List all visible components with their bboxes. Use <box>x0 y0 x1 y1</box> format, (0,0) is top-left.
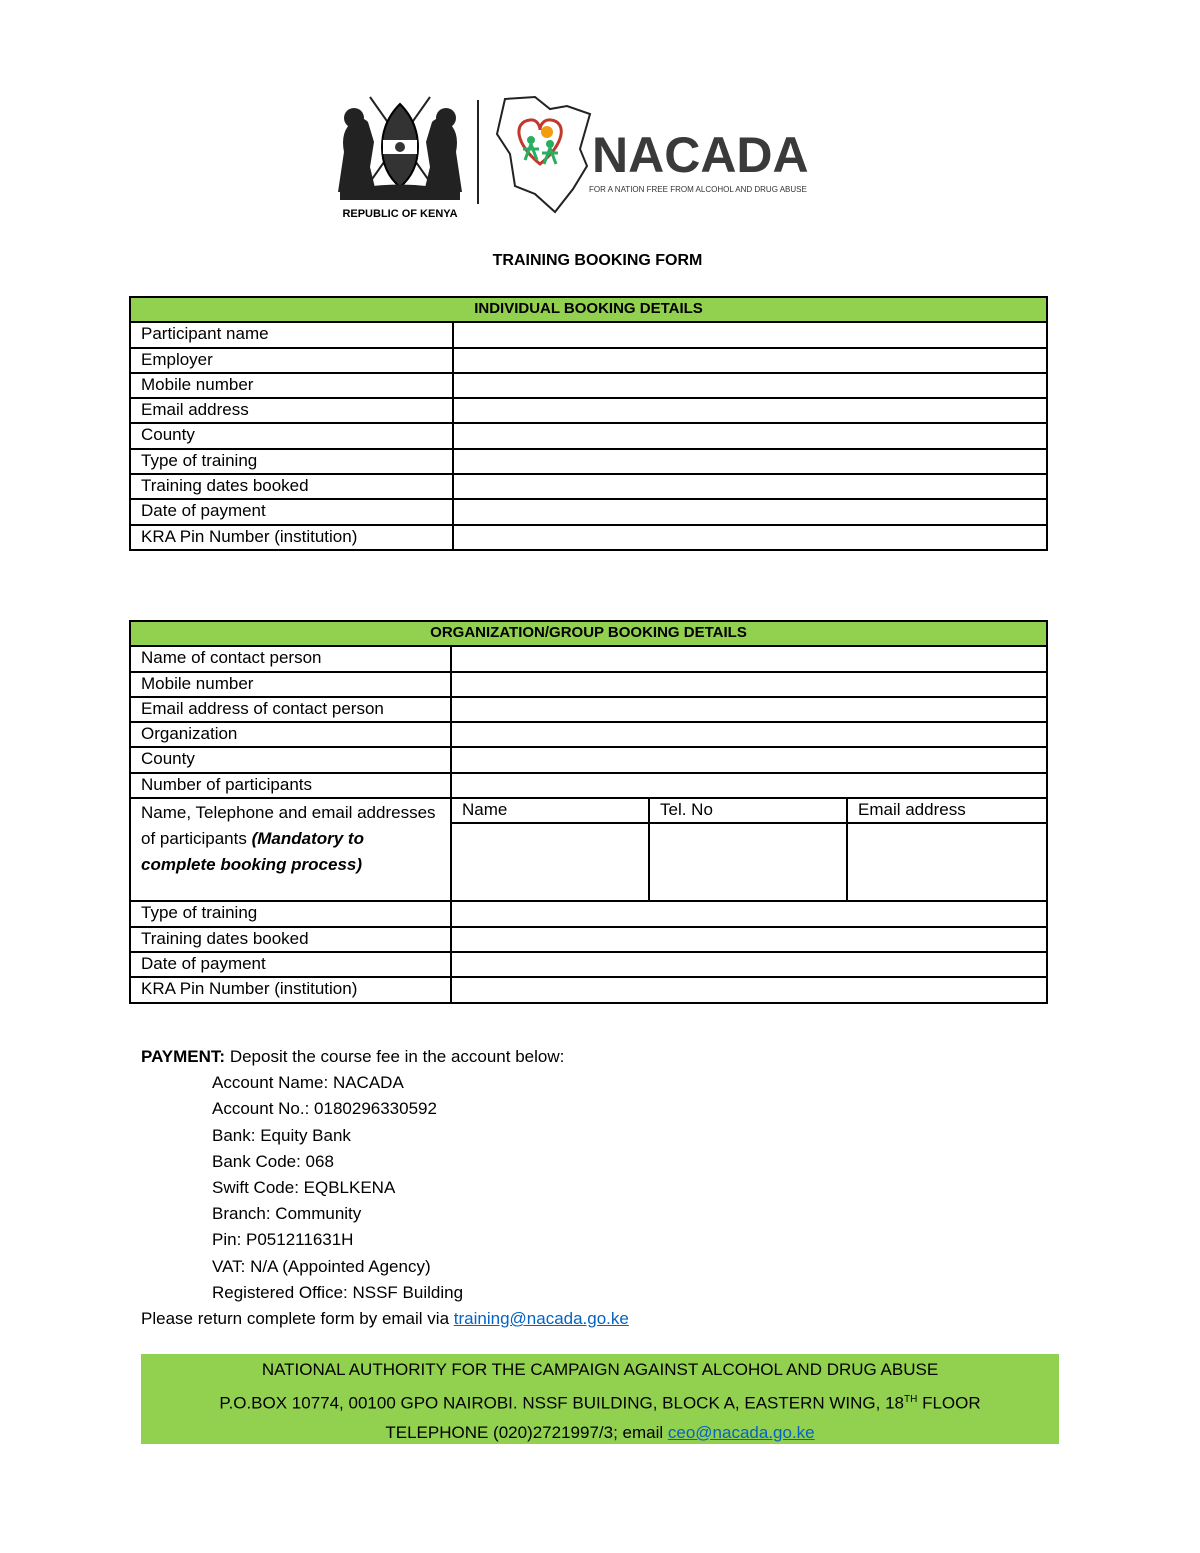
number-of-participants-field[interactable] <box>451 773 1047 798</box>
payment-line: VAT: N/A (Appointed Agency) <box>212 1256 431 1276</box>
form-title: TRAINING BOOKING FORM <box>492 252 703 269</box>
ceo-email-link[interactable]: ceo@nacada.go.ke <box>667 1422 815 1442</box>
footer-line-3 <box>141 1418 1059 1448</box>
logo-divider <box>477 100 479 204</box>
participants-label: Name, Telephone and email addresses of participants <box>141 803 436 849</box>
table-row <box>130 747 1047 772</box>
mobile-number-field[interactable] <box>453 373 1047 398</box>
field-label: County <box>130 747 451 772</box>
table-row <box>130 322 1047 347</box>
col-header-email: Email address <box>847 798 1047 823</box>
table-row <box>130 672 1047 697</box>
group-type-of-training-field[interactable] <box>451 901 1047 926</box>
table-row <box>130 798 1047 823</box>
table-row <box>130 348 1047 373</box>
table-row <box>130 927 1047 952</box>
field-label: Training dates booked <box>130 474 453 499</box>
payment-line: Branch: Community <box>212 1204 362 1224</box>
field-label: Training dates booked <box>130 927 451 952</box>
participant-names-field[interactable] <box>451 823 649 901</box>
payment-section <box>141 1044 629 1332</box>
coat-of-arms-caption: REPUBLIC OF KENYA <box>342 208 458 220</box>
individual-heading: INDIVIDUAL BOOKING DETAILS <box>130 297 1047 322</box>
table-row <box>130 398 1047 423</box>
brand-logo-text: NACADA <box>592 127 809 183</box>
group-county-field[interactable] <box>451 747 1047 772</box>
group-booking-table <box>129 620 1048 1004</box>
field-label: Date of payment <box>130 499 453 524</box>
return-text: Please return complete form by email via <box>141 1309 450 1329</box>
field-label: Organization <box>130 722 451 747</box>
table-row <box>130 499 1047 524</box>
training-dates-field[interactable] <box>453 474 1047 499</box>
field-label: KRA Pin Number (institution) <box>130 525 453 550</box>
payment-line: Account No.: 0180296330592 <box>212 1099 437 1119</box>
footer-address: P.O.BOX 10774, 00100 GPO NAIROBI. NSSF BUILDING, BLOCK A, EASTERN WING, 18 <box>219 1393 905 1413</box>
payment-line: Registered Office: NSSF Building <box>212 1282 464 1302</box>
payment-label: PAYMENT: <box>141 1047 226 1066</box>
field-label: County <box>130 423 453 448</box>
table-row <box>130 697 1047 722</box>
group-heading: ORGANIZATION/GROUP BOOKING DETAILS <box>130 621 1047 646</box>
organization-field[interactable] <box>451 722 1047 747</box>
email-address-field[interactable] <box>453 398 1047 423</box>
table-row <box>130 977 1047 1002</box>
payment-line: Bank: Equity Bank <box>212 1125 351 1145</box>
field-label: Name of contact person <box>130 646 451 671</box>
table-row <box>130 423 1047 448</box>
participant-name-field[interactable] <box>453 322 1047 347</box>
footer-banner <box>141 1354 1059 1444</box>
footer-floor: FLOOR <box>922 1393 981 1413</box>
field-label: Employer <box>130 348 453 373</box>
payment-line: Bank Code: 068 <box>212 1151 334 1171</box>
footer-floor-sup: TH <box>904 1393 918 1405</box>
employer-field[interactable] <box>453 348 1047 373</box>
footer-line-2 <box>141 1385 1059 1418</box>
field-label: KRA Pin Number (institution) <box>130 977 451 1002</box>
participant-tel-field[interactable] <box>649 823 847 901</box>
contact-email-field[interactable] <box>451 697 1047 722</box>
field-label: Number of participants <box>130 773 451 798</box>
group-date-of-payment-field[interactable] <box>451 952 1047 977</box>
field-label: Mobile number <box>130 672 451 697</box>
table-row <box>130 449 1047 474</box>
col-header-name: Name <box>451 798 649 823</box>
table-row <box>130 722 1047 747</box>
payment-line: Swift Code: EQBLKENA <box>212 1178 396 1198</box>
payment-line: Pin: P051211631H <box>212 1230 354 1250</box>
field-label: Mobile number <box>130 373 453 398</box>
table-row <box>130 773 1047 798</box>
participants-label-cell <box>130 798 451 901</box>
field-label: Date of payment <box>130 952 451 977</box>
payment-line: Account Name: NACADA <box>212 1073 404 1093</box>
footer-line-1: NATIONAL AUTHORITY FOR THE CAMPAIGN AGAINST ALCOHOL AND DRUG ABUSE <box>261 1360 939 1379</box>
training-email-link[interactable]: training@nacada.go.ke <box>453 1309 629 1329</box>
col-header-tel: Tel. No <box>649 798 847 823</box>
table-row <box>130 373 1047 398</box>
table-row <box>130 525 1047 550</box>
table-row <box>130 474 1047 499</box>
participant-email-field[interactable] <box>847 823 1047 901</box>
group-kra-pin-field[interactable] <box>451 977 1047 1002</box>
footer-telephone: TELEPHONE (020)2721997/3; email <box>385 1422 664 1442</box>
field-label: Type of training <box>130 901 451 926</box>
field-label: Email address of contact person <box>130 697 451 722</box>
field-label: Participant name <box>130 322 453 347</box>
table-row <box>130 952 1047 977</box>
field-label: Type of training <box>130 449 453 474</box>
individual-booking-table <box>129 296 1048 551</box>
kra-pin-field[interactable] <box>453 525 1047 550</box>
county-field[interactable] <box>453 423 1047 448</box>
brand-tagline: FOR A NATION FREE FROM ALCOHOL AND DRUG ABUSE <box>589 185 807 194</box>
contact-person-field[interactable] <box>451 646 1047 671</box>
coat-of-arms-logo <box>330 92 470 202</box>
field-label: Email address <box>130 398 453 423</box>
payment-intro: Deposit the course fee in the account below: <box>229 1047 565 1066</box>
type-of-training-field[interactable] <box>453 449 1047 474</box>
participants-note: (Mandatory to complete booking process) <box>141 829 364 875</box>
table-row <box>130 901 1047 926</box>
group-mobile-field[interactable] <box>451 672 1047 697</box>
date-of-payment-field[interactable] <box>453 499 1047 524</box>
table-row <box>130 646 1047 671</box>
kenya-map-heart-logo <box>495 94 595 214</box>
group-training-dates-field[interactable] <box>451 927 1047 952</box>
